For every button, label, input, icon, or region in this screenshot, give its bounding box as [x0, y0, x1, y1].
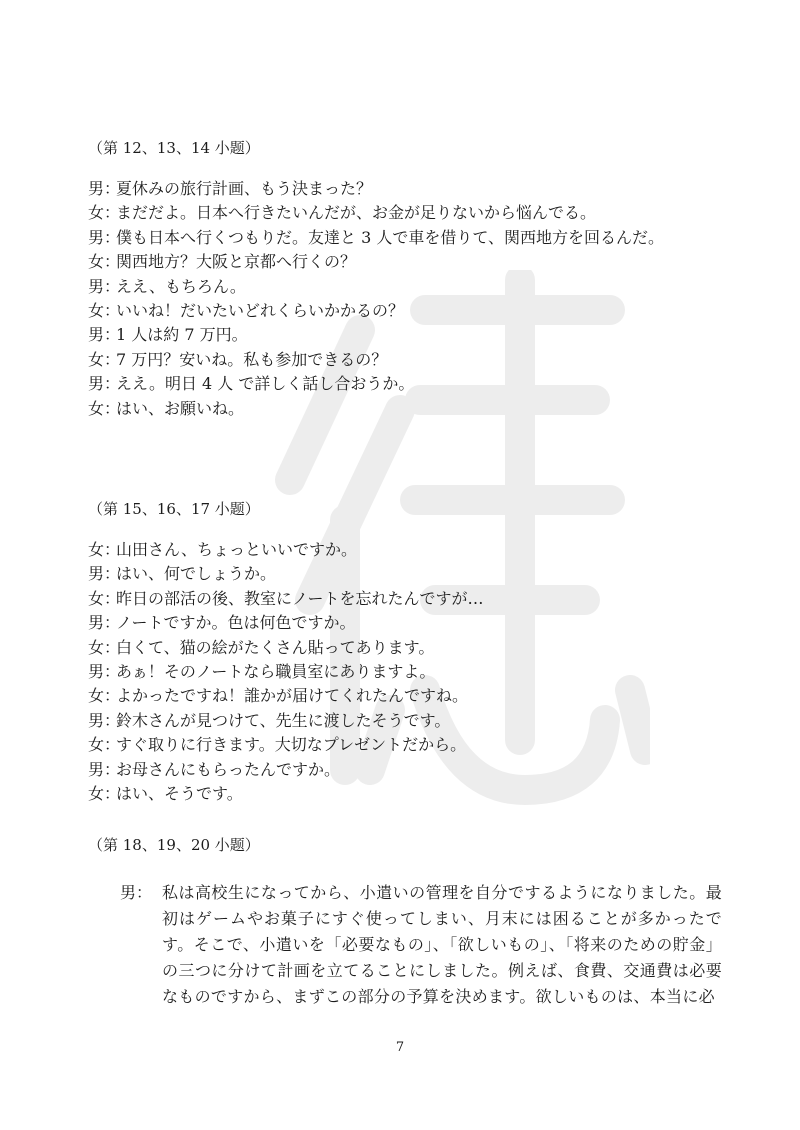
dialogue-line	[88, 397, 728, 421]
dialogue-line	[88, 177, 728, 201]
utterance: お母さんにもらったんですか。	[116, 759, 341, 779]
dialogue-section-15-17	[88, 494, 728, 806]
speaker-label: 男：	[88, 661, 121, 681]
speaker-label: 女：	[88, 588, 121, 608]
dialogue-line	[88, 538, 728, 562]
utterance: 山田さん、ちょっといいですか。	[116, 540, 357, 559]
dialogue-line	[88, 636, 728, 660]
dialogue-line	[88, 611, 728, 635]
speaker-label: 女：	[88, 349, 121, 369]
utterance: あぁ！そのノートなら職員室にありますよ。	[116, 661, 436, 681]
speaker-label: 男：	[88, 759, 121, 779]
dialogue-line	[88, 782, 728, 806]
monologue-block	[88, 880, 728, 1010]
section-heading: （第 18、19、20 小题）	[88, 836, 260, 854]
utterance: ええ。明日 4 人 で詳しく話し合おうか。	[116, 374, 415, 394]
monologue-section-18-20	[88, 830, 728, 1010]
speaker-label: 男：	[88, 227, 121, 247]
speaker-label: 女：	[88, 637, 121, 657]
utterance: はい、お願いね。	[116, 398, 245, 418]
speaker-label: 男：	[88, 276, 121, 296]
dialogue-lines	[88, 177, 728, 421]
utterance: 昨日の部活の後、教室にノートを忘れたんですが…	[116, 588, 484, 608]
page-number: 7	[395, 1040, 405, 1055]
utterance: 鈴木さんが見つけて、先生に渡したそうです。	[116, 710, 451, 730]
speaker-label: 女：	[88, 735, 121, 755]
dialogue-line	[88, 733, 728, 757]
utterance: 夏休みの旅行計画、もう決まった？	[116, 179, 373, 198]
utterance: よかったですね！誰かが届けてくれたんですね。	[116, 686, 469, 706]
dialogue-line	[88, 348, 728, 372]
speaker-label: 女：	[88, 203, 121, 223]
dialogue-line	[88, 758, 728, 782]
speaker-label: 男：	[88, 179, 121, 198]
speaker-label: 男：	[88, 325, 121, 345]
speaker-label: 男：	[88, 613, 121, 633]
speaker-label: 女：	[88, 300, 121, 320]
utterance: ええ、もちろん。	[116, 276, 246, 296]
utterance: いいね！だいたいどれくらいかかるの？	[116, 300, 405, 320]
dialogue-line	[88, 684, 728, 708]
utterance: はい、何でしょうか。	[116, 564, 277, 584]
dialogue-line	[88, 562, 728, 586]
speaker-label: 女：	[88, 252, 121, 272]
utterance: ノートですか。色は何色ですか。	[116, 613, 356, 633]
speaker-label: 女：	[88, 686, 121, 706]
dialogue-section-12-14	[88, 133, 728, 421]
speaker-label: 男：	[88, 710, 121, 730]
speaker-label: 女：	[88, 398, 121, 418]
dialogue-line	[88, 660, 728, 684]
dialogue-line	[88, 226, 728, 250]
dialogue-line	[88, 250, 728, 274]
dialogue-line	[88, 709, 728, 733]
utterance: 7 万円？安いね。私も参加できるの？	[116, 349, 388, 369]
monologue-text: 私は高校生になってから、小遣いの管理を自分でするようになりました。最初はゲームやお菓子にすぐ使ってしまい、月末には困ることが多かったです。そこで、小遣いを「必要なもの」、「欲しいもの」、「将来のための貯金」の三つに分けて計画を立てることにしました。例えば、食費、交通費は必要なものですから、まずこの部分の予算を決めます。欲しいものは、本当に必	[162, 883, 722, 1006]
utterance: はい、そうです。	[116, 783, 243, 803]
speaker-label: 男：	[88, 374, 121, 394]
utterance: まだだよ。日本へ行きたいんだが、お金が足りないから悩んでる。	[116, 203, 597, 223]
dialogue-line	[88, 323, 728, 347]
speaker-label: 男：	[88, 564, 121, 584]
utterance: 僕も日本へ行くつもりだ。友達と 3 人で車を借りて、関西地方を回るんだ。	[116, 227, 665, 247]
dialogue-line	[88, 587, 728, 611]
section-heading: （第 15、16、17 小题）	[88, 500, 260, 518]
speaker-label: 女：	[88, 783, 121, 803]
dialogue-line	[88, 201, 728, 225]
section-heading: （第 12、13、14 小题）	[88, 139, 260, 157]
speaker-label: 男：	[120, 883, 153, 902]
dialogue-line	[88, 275, 728, 299]
utterance: すぐ取りに行きます。大切なプレゼントだから。	[116, 735, 467, 755]
dialogue-lines	[88, 538, 728, 806]
utterance: 1 人は約 7 万円。	[116, 325, 248, 345]
dialogue-line	[88, 299, 728, 323]
utterance: 関西地方？大阪と京都へ行くの？	[116, 252, 357, 272]
dialogue-line	[88, 372, 728, 396]
utterance: 白くて、猫の絵がたくさん貼ってあります。	[116, 637, 435, 657]
speaker-label: 女：	[88, 540, 121, 559]
